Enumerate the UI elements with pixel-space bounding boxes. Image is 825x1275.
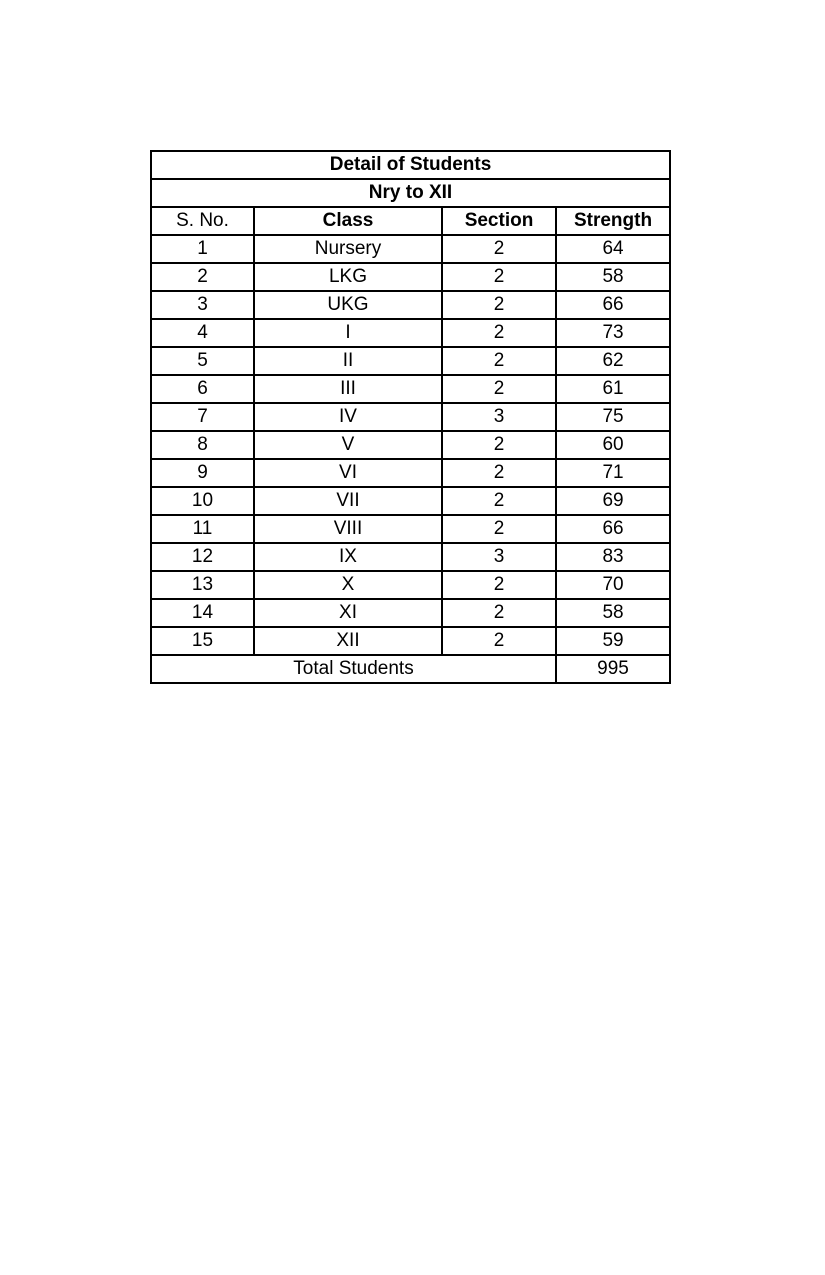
cell-section: 2: [442, 515, 556, 543]
cell-sno: 12: [151, 543, 254, 571]
cell-class: III: [254, 375, 442, 403]
cell-sno: 8: [151, 431, 254, 459]
table-row: [151, 599, 670, 627]
table-subtitle: Nry to XII: [151, 179, 670, 207]
cell-strength: 66: [556, 515, 670, 543]
cell-class: V: [254, 431, 442, 459]
header-class: Class: [254, 207, 442, 235]
table-row: [151, 459, 670, 487]
header-strength: Strength: [556, 207, 670, 235]
header-row: [151, 207, 670, 235]
cell-class: IV: [254, 403, 442, 431]
table-row: [151, 263, 670, 291]
cell-strength: 58: [556, 599, 670, 627]
cell-class: LKG: [254, 263, 442, 291]
cell-sno: 3: [151, 291, 254, 319]
cell-section: 2: [442, 571, 556, 599]
cell-section: 2: [442, 319, 556, 347]
cell-section: 2: [442, 627, 556, 655]
table-row: [151, 291, 670, 319]
cell-strength: 75: [556, 403, 670, 431]
cell-class: UKG: [254, 291, 442, 319]
cell-section: 2: [442, 599, 556, 627]
table-title: Detail of Students: [151, 151, 670, 179]
cell-strength: 62: [556, 347, 670, 375]
cell-section: 2: [442, 347, 556, 375]
header-section: Section: [442, 207, 556, 235]
table-row: [151, 431, 670, 459]
table-body: [151, 235, 670, 655]
cell-sno: 7: [151, 403, 254, 431]
cell-class: VII: [254, 487, 442, 515]
table-row: [151, 403, 670, 431]
header-sno: S. No.: [151, 207, 254, 235]
cell-section: 3: [442, 543, 556, 571]
cell-sno: 2: [151, 263, 254, 291]
cell-strength: 64: [556, 235, 670, 263]
total-label: Total Students: [151, 655, 556, 683]
total-row: [151, 655, 670, 683]
cell-section: 2: [442, 375, 556, 403]
table-row: [151, 487, 670, 515]
table-row: [151, 571, 670, 599]
cell-strength: 70: [556, 571, 670, 599]
cell-sno: 10: [151, 487, 254, 515]
cell-strength: 69: [556, 487, 670, 515]
students-table: [150, 150, 671, 684]
cell-strength: 60: [556, 431, 670, 459]
cell-class: IX: [254, 543, 442, 571]
cell-class: VIII: [254, 515, 442, 543]
cell-class: VI: [254, 459, 442, 487]
cell-class: II: [254, 347, 442, 375]
cell-class: XI: [254, 599, 442, 627]
cell-class: Nursery: [254, 235, 442, 263]
table-row: [151, 347, 670, 375]
cell-strength: 66: [556, 291, 670, 319]
cell-strength: 73: [556, 319, 670, 347]
cell-sno: 1: [151, 235, 254, 263]
table-row: [151, 319, 670, 347]
cell-section: 2: [442, 459, 556, 487]
cell-sno: 9: [151, 459, 254, 487]
subtitle-row: [151, 179, 670, 207]
table-row: [151, 515, 670, 543]
cell-sno: 14: [151, 599, 254, 627]
cell-sno: 11: [151, 515, 254, 543]
cell-section: 2: [442, 263, 556, 291]
cell-strength: 83: [556, 543, 670, 571]
cell-section: 2: [442, 431, 556, 459]
cell-strength: 71: [556, 459, 670, 487]
cell-sno: 13: [151, 571, 254, 599]
table-row: [151, 543, 670, 571]
cell-sno: 5: [151, 347, 254, 375]
cell-strength: 59: [556, 627, 670, 655]
cell-strength: 58: [556, 263, 670, 291]
cell-section: 2: [442, 235, 556, 263]
cell-class: I: [254, 319, 442, 347]
title-row: [151, 151, 670, 179]
cell-sno: 15: [151, 627, 254, 655]
cell-section: 2: [442, 487, 556, 515]
cell-class: X: [254, 571, 442, 599]
cell-sno: 4: [151, 319, 254, 347]
cell-class: XII: [254, 627, 442, 655]
cell-sno: 6: [151, 375, 254, 403]
cell-strength: 61: [556, 375, 670, 403]
table-row: [151, 235, 670, 263]
table-row: [151, 375, 670, 403]
cell-section: 3: [442, 403, 556, 431]
table-row: [151, 627, 670, 655]
total-value: 995: [556, 655, 670, 683]
cell-section: 2: [442, 291, 556, 319]
